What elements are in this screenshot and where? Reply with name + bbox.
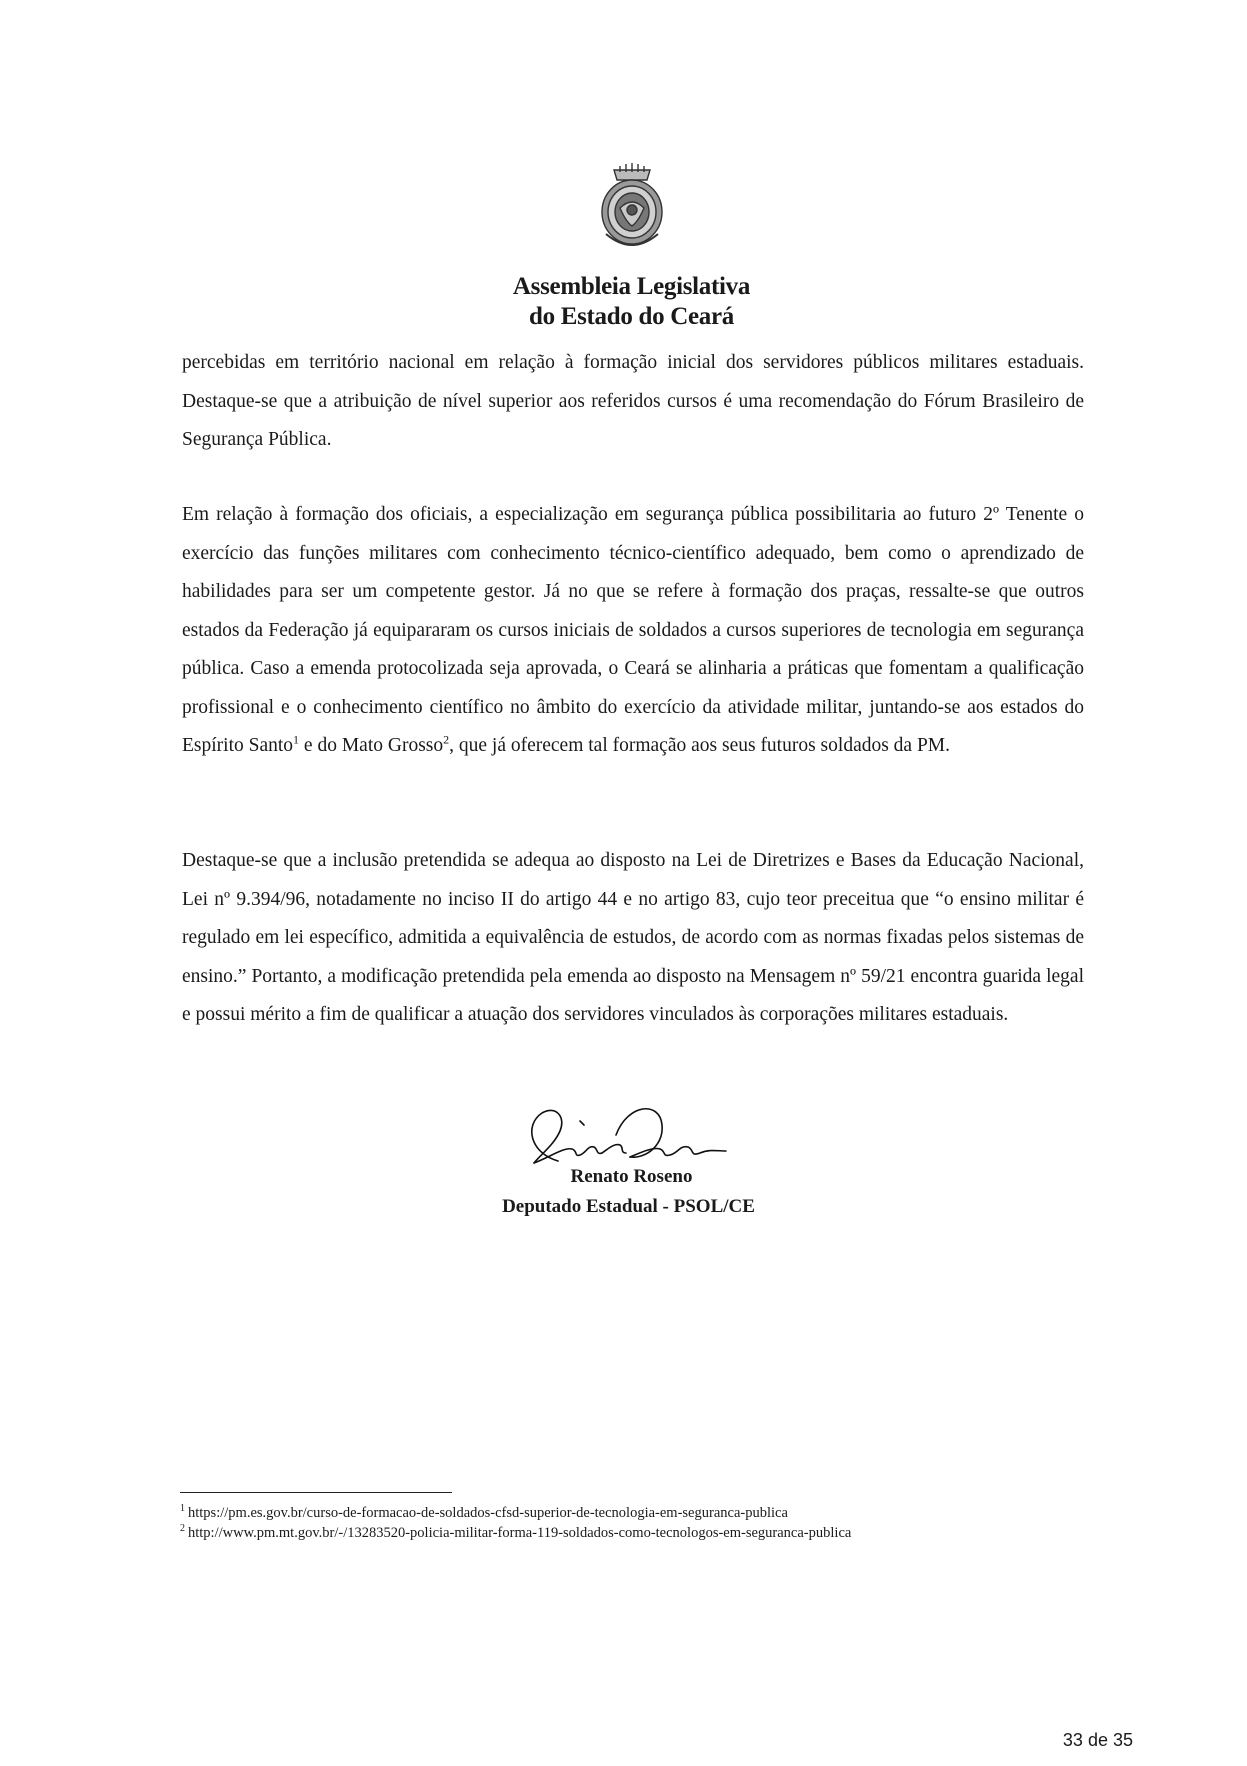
signer-name: Renato Roseno <box>570 1166 693 1187</box>
footnote-ref-1: 1 <box>293 732 300 747</box>
coat-of-arms-icon <box>592 160 672 256</box>
signer-role: Deputado Estadual - PSOL/CE <box>502 1196 755 1217</box>
handwritten-signature <box>520 1095 740 1175</box>
footnote-ref-2: 2 <box>443 732 450 747</box>
page-number: 33 de 35 <box>1062 1730 1133 1750</box>
footnote-2 <box>180 1523 1080 1543</box>
paragraph-3: Destaque-se que a inclusão pretendida se adequa ao disposto na Lei de Diretrizes e Bases da Educação Nacional, Lei nº 9.394/96, notadamente no inciso II do artigo 44 e no artigo 83, cujo teor preceitua que “o ensino militar é regulado em lei específico, admitida a equivalência de estudos, de acordo com as normas fixadas pelos sistemas de ensino.” Portanto, a modificação pretendida pela emenda ao disposto na Mensagem nº 59/21 encontra guarida legal e possui mérito a fim de qualificar a atuação dos servidores vinculados às corporações militares estaduais. <box>182 850 1084 1025</box>
footnote-1 <box>180 1503 1080 1523</box>
paragraph-2 <box>182 496 1084 766</box>
paragraph-2-text-a: Em relação à formação dos oficiais, a especialização em segurança pública possibilitaria ao futuro 2º Tenente o exercício das funções militares com conhecimento técnico-científico adequado, bem como o aprendizado de habilidades para ser um competente gestor. Já no que se refere à formação dos praças, ressalte-se que outros estados da Federação já equipararam os cursos iniciais de soldados a cursos superiores de tecnologia em segurança pública. Caso a emenda protocolizada seja aprovada, o Ceará se alinharia a práticas que fomentam a qualificação profissional e o conhecimento científico no âmbito do exercício da atividade militar, juntando-se aos estados do Espírito Santo <box>182 504 1084 756</box>
footnote-1-text: https://pm.es.gov.br/curso-de-formacao-de-soldados-cfsd-superior-de-tecnologia-em-seguranca-publica <box>188 1505 788 1521</box>
paragraph-1: percebidas em território nacional em relação à formação inicial dos servidores públicos militares estaduais. Destaque-se que a atribuição de nível superior aos referidos cursos é uma recomendação do Fórum Brasileiro de Segurança Pública. <box>182 352 1084 450</box>
paragraph-2-text-b: e do Mato Grosso <box>299 735 444 756</box>
footnote-1-mark: 1 <box>180 1503 185 1515</box>
paragraph-2-text-c: , que já oferecem tal formação aos seus futuros soldados da PM. <box>449 735 951 756</box>
footnote-divider <box>180 1492 452 1493</box>
institution-name-line-2: do Estado do Ceará <box>528 303 735 330</box>
footnote-2-mark: 2 <box>180 1523 185 1535</box>
footnote-2-text: http://www.pm.mt.gov.br/-/13283520-policia-militar-forma-119-soldados-como-tecnologos-em-seguranca-publica <box>188 1525 852 1541</box>
institution-name-line-1: Assembleia Legislativa <box>512 273 751 300</box>
